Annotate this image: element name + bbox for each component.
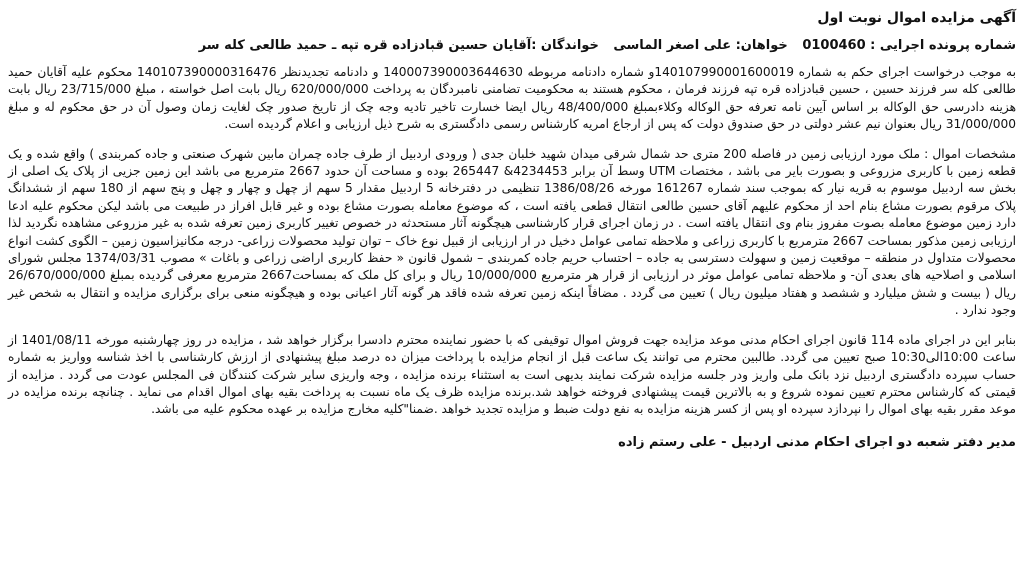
signature-line: مدیر دفتر شعبه دو اجرای احکام مدنی اردبیل - علی رستم زاده	[618, 434, 1016, 450]
case-file-number: شماره پرونده اجرایی : 0100460	[802, 38, 1016, 53]
property-specs-paragraph: مشخصات اموال : ملک مورد ارزیابی زمین در فاصله 200 متری حد شمال شرقی میدان شهید خلبان جدی ( ورودی اردبیل از طرف جاده چمران مابین شهرک صنعتی و جاده کمربندی ) واقع شده و یک قطعه زمین با کاربری مزروعی و بصورت بایر می باشد ، مختصات UTM وسط آن برابر 4234453& 265447 بوده و مساحت آن حدود 2667 مترمربع می باشد این زمین جزیی از پلاک یک اصلی از بخش سه اردبیل موسوم به قریه نیار که بموجب سند شماره 161267 مورخه 1386/08/26 تنظیمی در دفترخانه 5 اردبیل مقدار 5 سهم از چهل و چهار و چهل و پنج سهم از 180 سهم از ششدانگ پلاک مرقوم بصورت مشاع بنام احد از محکوم علیهم آقای حسین طالعی انتقال قطعی یافته است ، که موضوع معامله بصورت مشاع بوده و غیر قابل افراز در طبیعت می باشد لیکن محکوم علیه ادعا دارد زمین موضوع معامله بصوت مفروز بنام وی انتقال یافته است . در زمان اجرای قرار کارشناسی هیچگونه آثار مستحدثه در خصوص تغییر کاربری زمین تعرفه شده به غیر مزروعی مشاهده نگردید لذا ارزیابی زمین مذکور بمساحت 2667 مترمربع با کاربری زراعی و ملاحظه تمامی عوامل دخیل در ار ارزیابی از قبیل نوع خاک – توان تولید محصولات زراعی- درجه مکانیزاسیون زمین – الگوی کشت انواع محصولات متداول در منطقه – موقعیت زمین و سهولت دسترسی به جاده – احتساب حریم جاده کمربندی – شمول قانون « حفظ کاربری اراضی زراعی و باغات » مصوب 1374/03/31 مجلس شورای اسلامی و اصلاحیه های بعدی آن- و ملاحظه تمامی عوامل موثر در ارزیابی از قرار هر مترمربع 10/000/000 ریال و برای کل ملک که بمساحت2667 مترمربع معرفی گردیده بمبلغ 26/670/000/000 ریال ( بیست و شش میلیارد و ششصد و هفتاد میلیون ریال ) تعیین می گردد . مضافاً اینکه زمین تعرفه شده فاقد هر گونه آثار اعیانی بوده و هیچگونه منعی برای برگزاری مزایده و انتقال به شخص غیر وجود ندارد .	[8, 146, 1016, 318]
judgment-paragraph: به موجب درخواست اجرای حکم به شماره 140107990001600019و شماره دادنامه مربوطه 140007390003644630 و دادنامه تجدیدنظر 140107390000316476 محکوم علیه آقایان حمید طالعی کله سر فرزند حسین ، حسین قبادزاده قره تپه فرزند فرمان ، محکوم هستند به محکومیت تضامنی نامبردگان به پرداخت 620/000/000 ریال بابت اصل خواسته ، مبلغ 23/715/000 ریال بابت هزینه دادرسی حق الوکاله بر اساس آیین نامه تعرفه حق الوکاله وکلاءبمبلغ 48/400/000 ریال ایضا خسارت تاخیر تادیه وجه چک از تاریخ صدور چک لغایت زمان وصول آن در حق محکوم له و مبلغ 31/000/000 ریال بعنوان نیم عشر دولتی در حق صندوق دولت که پس از ارجاع امریه کارشناس رسمی دادگستری به شرح ذیل ارزیابی و اعلام گردیده است.	[8, 65, 1016, 132]
case-plaintiff: خواهان: علی اصغر الماسی	[613, 38, 788, 53]
case-defendants: خواندگان :آقایان حسین قبادزاده قره تپه ـ حمید طالعی کله سر	[198, 38, 599, 53]
case-info	[8, 36, 1016, 56]
auction-terms-paragraph: بنابر این در اجرای ماده 114 قانون اجرای احکام مدنی موعد مزایده جهت فروش اموال توقیفی که با حضور نماینده محترم دادسرا برگزار خواهد شد ، مزایده در روز چهارشنبه مورخه 1401/08/11 از ساعت 10:00الی10:30 صبح تعیین می گردد. طالبین محترم می توانند یک ساعت قبل از انجام مزایده با پرداخت میزان ده درصد مبلغ پیشنهادی از ارزش کارشناسی با اخذ شناسه وواریز به شماره حساب سپرده دادگستری اردبیل نزد بانک ملی واریز ودر جلسه مزایده شرکت نمایند بدیهی است به استثناء برنده مزایده ، وجه واریزی سایر شرکت کنندگان فی المجلس عودت می گردد . مزایده از قیمتی که کارشناس محترم تعیین نموده شروع و به بالاترین قیمت پیشنهادی فروخته خواهد شد.برنده مزایده ظرف یک ماه نسبت به پرداخت بقیه بهای اموال اقدام می نماید . چنانچه برنده مزایده در موعد مقرر بقیه بهای اموال را نپردازد سپرده او پس از کسر هزینه مزایده به نفع دولت ضبط و مزایده تجدید خواهد .ضمنا"کلیه مخارج مزایده بر عهده محکوم علیه می باشد.	[8, 332, 1017, 417]
notice-title: آگهی مزایده اموال نوبت اول	[817, 10, 1016, 26]
auction-notice	[8, 6, 1016, 453]
